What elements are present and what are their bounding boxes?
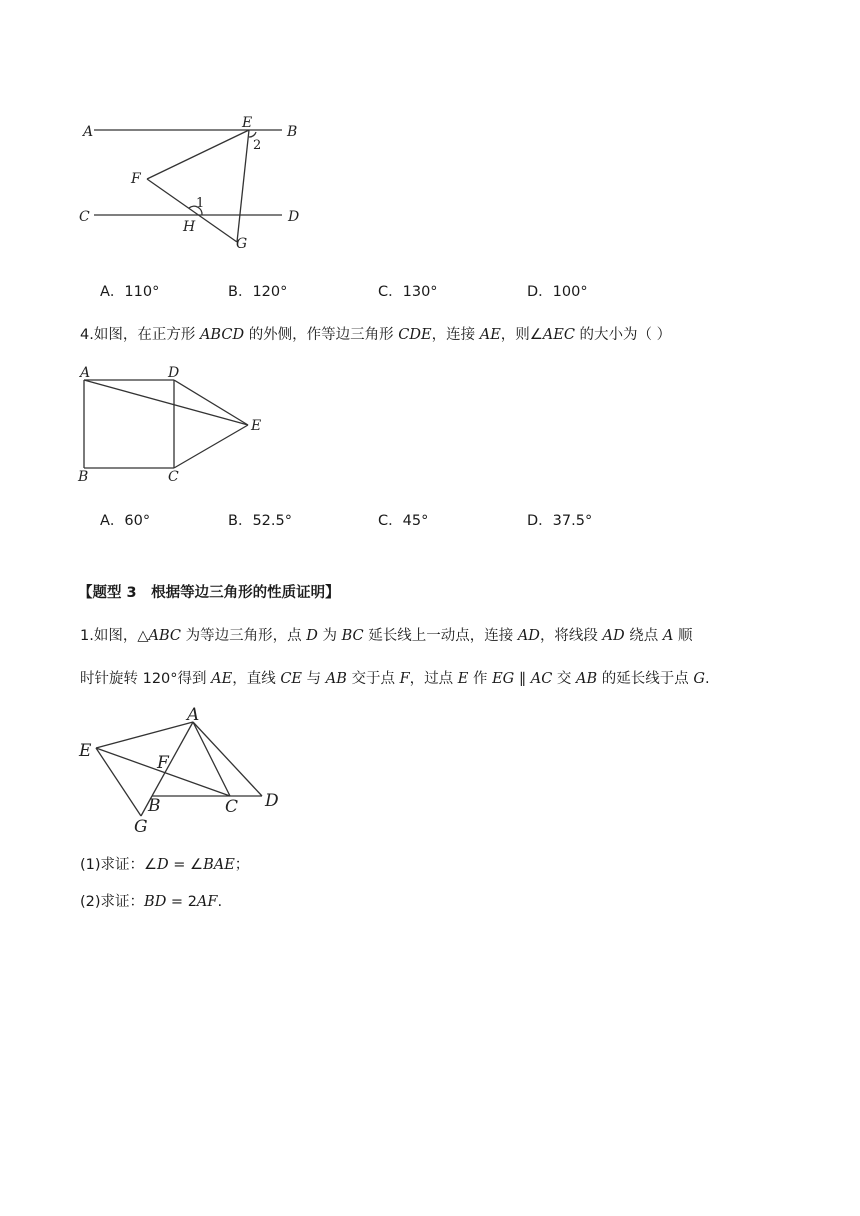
label-c: C <box>225 797 239 817</box>
p1-text-part: 作 <box>472 671 488 687</box>
p1-sub2-text: . <box>217 894 223 910</box>
label-e: E <box>251 418 262 434</box>
label-e: E <box>242 115 253 131</box>
label-d: D <box>288 209 300 225</box>
q3-figure <box>70 110 320 260</box>
label-c: C <box>168 469 179 485</box>
label-b: B <box>287 124 298 140</box>
p1-text-part: 交于点 <box>351 671 395 687</box>
segment-eg <box>237 130 249 242</box>
q4-text-part: 的大小为（ ） <box>579 327 672 343</box>
p1-math-ce: CE <box>280 671 303 687</box>
q4-figure <box>70 360 280 490</box>
p1-text-part: 延长线上一动点，连接 <box>368 628 514 644</box>
q3-option-d[interactable]: D．100° <box>527 284 588 300</box>
p1-math-ad: AD <box>517 628 540 644</box>
p1-math-ae: AE <box>211 671 233 687</box>
p1-math-g: G <box>693 671 705 687</box>
p1-sub1-math-bae: BAE <box>203 857 235 873</box>
p1-text-part: 与 <box>306 671 322 687</box>
label-angle-1: 1 <box>196 196 205 211</box>
p1-text-part: ，直线 <box>232 671 276 687</box>
q4-math-ae: AE <box>479 327 501 343</box>
p1-math-ad-2: AD <box>602 628 625 644</box>
segment-ae <box>84 380 248 425</box>
label-f: F <box>157 753 169 773</box>
label-g: G <box>134 817 148 837</box>
angle-2-arc <box>249 132 256 137</box>
p1-sub2-math-bd: BD <box>144 894 167 910</box>
q4-text-part: 的外侧，作等边三角形 <box>248 327 394 343</box>
p1-sub1-text: (1)求证：∠ <box>80 857 158 873</box>
p1-sub-1 <box>80 853 249 877</box>
p1-text-part: 的延长线于点 <box>601 671 689 687</box>
p1-line-1 <box>80 624 692 648</box>
label-d: D <box>168 365 180 381</box>
label-a: A <box>187 705 200 725</box>
p1-line-2 <box>80 667 710 691</box>
q4-math-cde: CDE <box>398 327 432 343</box>
q4-text-part: ，连接 <box>431 327 476 343</box>
p1-math-eg: EG <box>492 671 515 687</box>
label-c: C <box>79 209 90 225</box>
p1-text-part: ，将线段 <box>539 628 598 644</box>
label-angle-2: 2 <box>253 138 262 153</box>
q4-math-abcd: ABCD <box>199 327 245 343</box>
p1-math-bc: BC <box>341 628 364 644</box>
p1-text-part: . <box>704 671 710 687</box>
segment-de <box>174 380 248 425</box>
p1-math-d: D <box>306 628 318 644</box>
label-f: F <box>131 171 141 187</box>
p1-sub1-text: = ∠ <box>168 857 204 873</box>
p1-math-abc: ABC <box>148 628 181 644</box>
p1-math-ac: AC <box>530 671 553 687</box>
segment-ad <box>193 722 262 796</box>
p1-text-part: 交 <box>556 671 572 687</box>
segment-ea <box>96 722 193 748</box>
p1-text-part: 为 <box>322 628 337 644</box>
label-d: D <box>265 791 279 811</box>
segment-eg <box>96 748 141 816</box>
label-a: A <box>83 124 94 140</box>
p1-sub2-text: = 2 <box>166 894 197 910</box>
label-g: G <box>236 236 248 252</box>
p1-math-f: F <box>399 671 410 687</box>
q4-option-c[interactable]: C．45° <box>378 513 429 529</box>
q4-text-part: 如图，在正方形 <box>93 327 196 343</box>
p1-parallel-symbol: ∥ <box>518 671 527 687</box>
p1-math-ab: AB <box>325 671 347 687</box>
label-b: B <box>78 469 89 485</box>
p1-text-part: 时针旋转 120°得到 <box>80 671 207 687</box>
label-a: A <box>80 365 91 381</box>
p1-text-part: 绕点 <box>629 628 659 644</box>
p1-math-a: A <box>662 628 674 644</box>
p1-sub-2 <box>80 890 222 914</box>
p1-text-part: 顺 <box>677 628 693 644</box>
q4-math-aec: AEC <box>542 327 575 343</box>
label-h: H <box>183 219 196 235</box>
q3-option-c[interactable]: C．130° <box>378 284 438 300</box>
label-e: E <box>79 741 92 761</box>
q4-question <box>80 323 671 347</box>
p1-text-part: ，过点 <box>409 671 454 687</box>
p1-sub2-text: (2)求证： <box>80 894 145 910</box>
p1-figure <box>70 700 300 840</box>
p1-math-e: E <box>457 671 469 687</box>
q4-text-part: ，则∠ <box>500 327 543 343</box>
p1-sub1-math-d: D <box>157 857 169 873</box>
section-heading: 【题型 3 根据等边三角形的性质证明】 <box>78 585 340 601</box>
label-b: B <box>148 796 161 816</box>
p1-math-ab-2: AB <box>576 671 598 687</box>
q3-option-b[interactable]: B．120° <box>228 284 288 300</box>
q3-option-a[interactable]: A．110° <box>100 284 160 300</box>
q4-option-d[interactable]: D．37.5° <box>527 513 593 529</box>
q4-option-a[interactable]: A．60° <box>100 513 151 529</box>
p1-text-part: 1.如图，△ <box>80 628 149 644</box>
p1-sub1-text: ； <box>234 857 250 873</box>
p1-text-part: 为等边三角形，点 <box>185 628 302 644</box>
p1-sub2-math-af: AF <box>196 894 218 910</box>
segment-ce <box>174 425 248 468</box>
segment-ef <box>147 130 249 179</box>
q4-option-b[interactable]: B．52.5° <box>228 513 292 529</box>
q4-number: 4. <box>80 327 94 343</box>
